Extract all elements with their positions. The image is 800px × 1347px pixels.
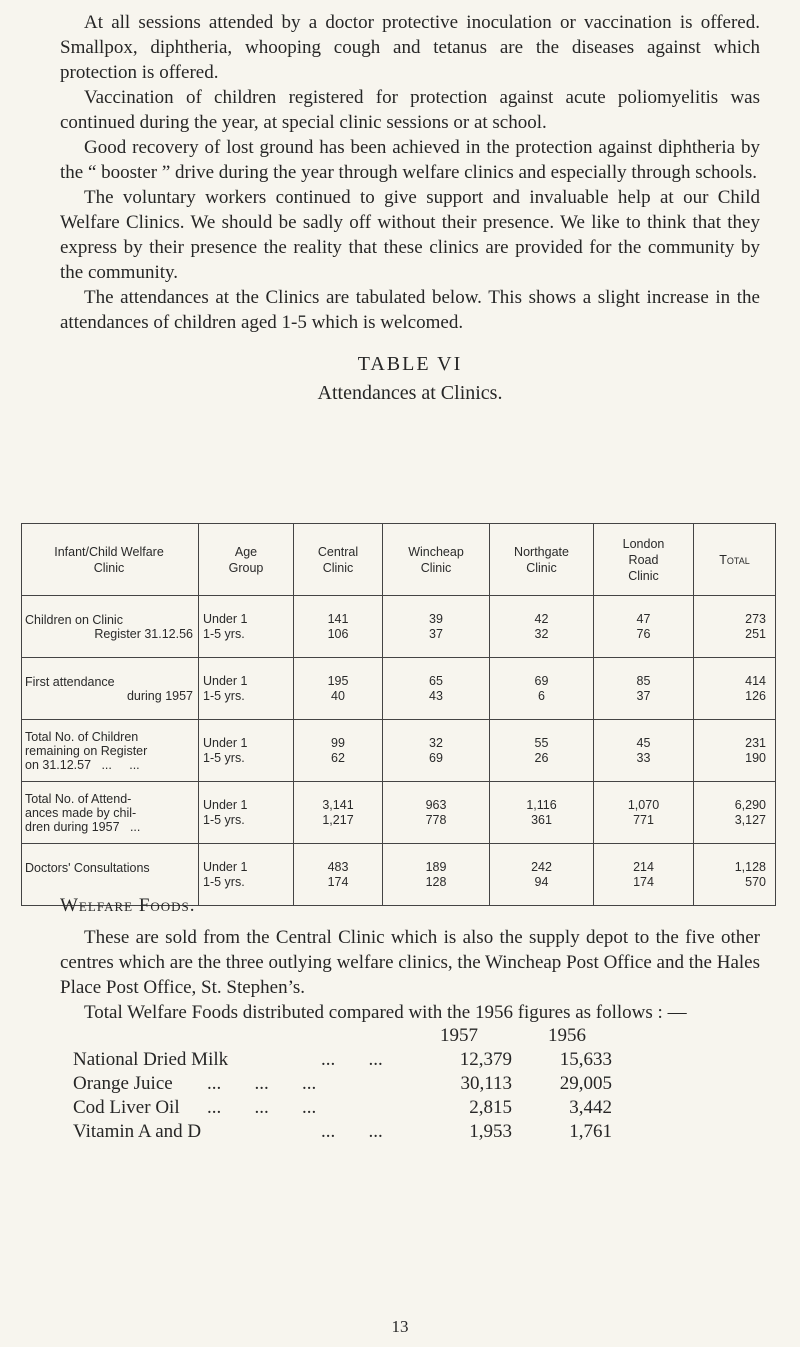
table-header-row (22, 524, 776, 596)
london-road-cell: 45 33 (594, 720, 694, 782)
row-label: Total No. of Attend- ances made by chil- dren during 1957 ... (22, 782, 199, 844)
northgate-cell: 55 26 (490, 720, 594, 782)
wincheap-cell: 189 128 (383, 844, 490, 906)
row-label: Doctors' Consultations (22, 844, 199, 906)
header-northgate: Northgate Clinic (490, 524, 594, 596)
year-1956-header: 1956 (548, 1025, 586, 1046)
total-cell: 273 251 (694, 596, 776, 658)
leader-dots: ... ... (321, 1049, 383, 1070)
northgate-cell: 242 94 (490, 844, 594, 906)
wincheap-cell: 65 43 (383, 658, 490, 720)
london-road-cell: 214 174 (594, 844, 694, 906)
table-row (22, 782, 776, 844)
food-name: National Dried Milk (73, 1049, 229, 1070)
year-1957-header: 1957 (440, 1025, 478, 1046)
paragraph-comparison: Total Welfare Foods distributed compared with the 1956 figures as follows : — (84, 1002, 687, 1023)
table-row (22, 596, 776, 658)
central-cell: 141 106 (294, 596, 383, 658)
header-central: Central Clinic (294, 524, 383, 596)
welfare-foods-comparison (60, 1025, 760, 1155)
table-row (22, 658, 776, 720)
food-name: Orange Juice (73, 1073, 173, 1094)
food-name: Cod Liver Oil (73, 1097, 180, 1118)
leader-dots: ... ... ... (207, 1097, 317, 1118)
leader-dots: ... ... (321, 1121, 383, 1142)
paragraph-inoculation: At all sessions attended by a doctor protective inoculation or vaccination is offered. Smallpox, diphtheria, whooping cough and tetanus are the diseases against which protection is offered. (60, 12, 760, 83)
food-row (73, 1121, 753, 1143)
age-group-cell: Under 1 1-5 yrs. (199, 844, 294, 906)
paragraph-supply-depot: These are sold from the Central Clinic which is also the supply depot to the five other centres which are the three outlying welfare clinics, the Wincheap Post Office and the Hales Place Post Office, St. Stephen’s. (60, 927, 760, 998)
intro-section (60, 10, 760, 405)
welfare-foods-section (60, 895, 760, 1155)
central-cell: 3,141 1,217 (294, 782, 383, 844)
wincheap-cell: 963 778 (383, 782, 490, 844)
london-road-cell: 47 76 (594, 596, 694, 658)
row-label: Total No. of Children remaining on Register on 31.12.57 ... ... (22, 720, 199, 782)
value-1957: 30,113 (460, 1073, 512, 1094)
value-1957: 2,815 (469, 1097, 512, 1118)
paragraph-voluntary-workers: The voluntary workers continued to give support and invaluable help at our Child Welfare Clinics. We should be sadly off without their presence. We like to think that they express by their presence the reality that these clinics are provided for the community by the community. (60, 187, 760, 283)
table-title: TABLE VI (357, 353, 463, 375)
header-age-group: Age Group (199, 524, 294, 596)
total-cell: 1,128 570 (694, 844, 776, 906)
value-1956: 1,761 (569, 1121, 612, 1142)
total-cell: 6,290 3,127 (694, 782, 776, 844)
intro-text (60, 10, 760, 335)
food-name: Vitamin A and D (73, 1121, 202, 1142)
central-cell: 483 174 (294, 844, 383, 906)
leader-dots: ... ... ... (207, 1073, 317, 1094)
row-label: First attendance during 1957 (22, 658, 199, 720)
welfare-foods-text (60, 925, 760, 1025)
london-road-cell: 85 37 (594, 658, 694, 720)
food-row (73, 1049, 753, 1071)
header-total: Total (694, 524, 776, 596)
attendances-table (21, 523, 776, 906)
total-cell: 231 190 (694, 720, 776, 782)
table-subtitle: Attendances at Clinics. (317, 382, 503, 404)
age-group-cell: Under 1 1-5 yrs. (199, 782, 294, 844)
northgate-cell: 1,116 361 (490, 782, 594, 844)
food-row (73, 1097, 753, 1119)
header-london-road: London Road Clinic (594, 524, 694, 596)
welfare-foods-heading: Welfare Foods. (60, 895, 196, 916)
london-road-cell: 1,070 771 (594, 782, 694, 844)
value-1957: 12,379 (459, 1049, 512, 1070)
central-cell: 195 40 (294, 658, 383, 720)
value-1956: 3,442 (569, 1097, 612, 1118)
paragraph-poliomyelitis: Vaccination of children registered for protection against acute poliomyelitis was continued during the year, at special clinic sessions or at school. (60, 87, 760, 133)
wincheap-cell: 39 37 (383, 596, 490, 658)
food-row (73, 1073, 753, 1095)
northgate-cell: 69 6 (490, 658, 594, 720)
header-clinic: Infant/Child Welfare Clinic (22, 524, 199, 596)
header-wincheap: Wincheap Clinic (383, 524, 490, 596)
age-group-cell: Under 1 1-5 yrs. (199, 596, 294, 658)
value-1956: 15,633 (559, 1049, 612, 1070)
central-cell: 99 62 (294, 720, 383, 782)
age-group-cell: Under 1 1-5 yrs. (199, 720, 294, 782)
value-1957: 1,953 (469, 1121, 512, 1142)
value-1956: 29,005 (559, 1073, 612, 1094)
total-cell: 414 126 (694, 658, 776, 720)
paragraph-diphtheria: Good recovery of lost ground has been achieved in the protection against diphtheria by the “ booster ” drive during the year through welfare clinics and especially through schools. (60, 137, 760, 183)
table-row (22, 720, 776, 782)
wincheap-cell: 32 69 (383, 720, 490, 782)
paragraph-attendances: The attendances at the Clinics are tabulated below. This shows a slight increase in the attendances of children aged 1-5 which is welcomed. (60, 287, 760, 333)
row-label: Children on Clinic Register 31.12.56 (22, 596, 199, 658)
northgate-cell: 42 32 (490, 596, 594, 658)
age-group-cell: Under 1 1-5 yrs. (199, 658, 294, 720)
page-number: 13 (391, 1317, 409, 1336)
